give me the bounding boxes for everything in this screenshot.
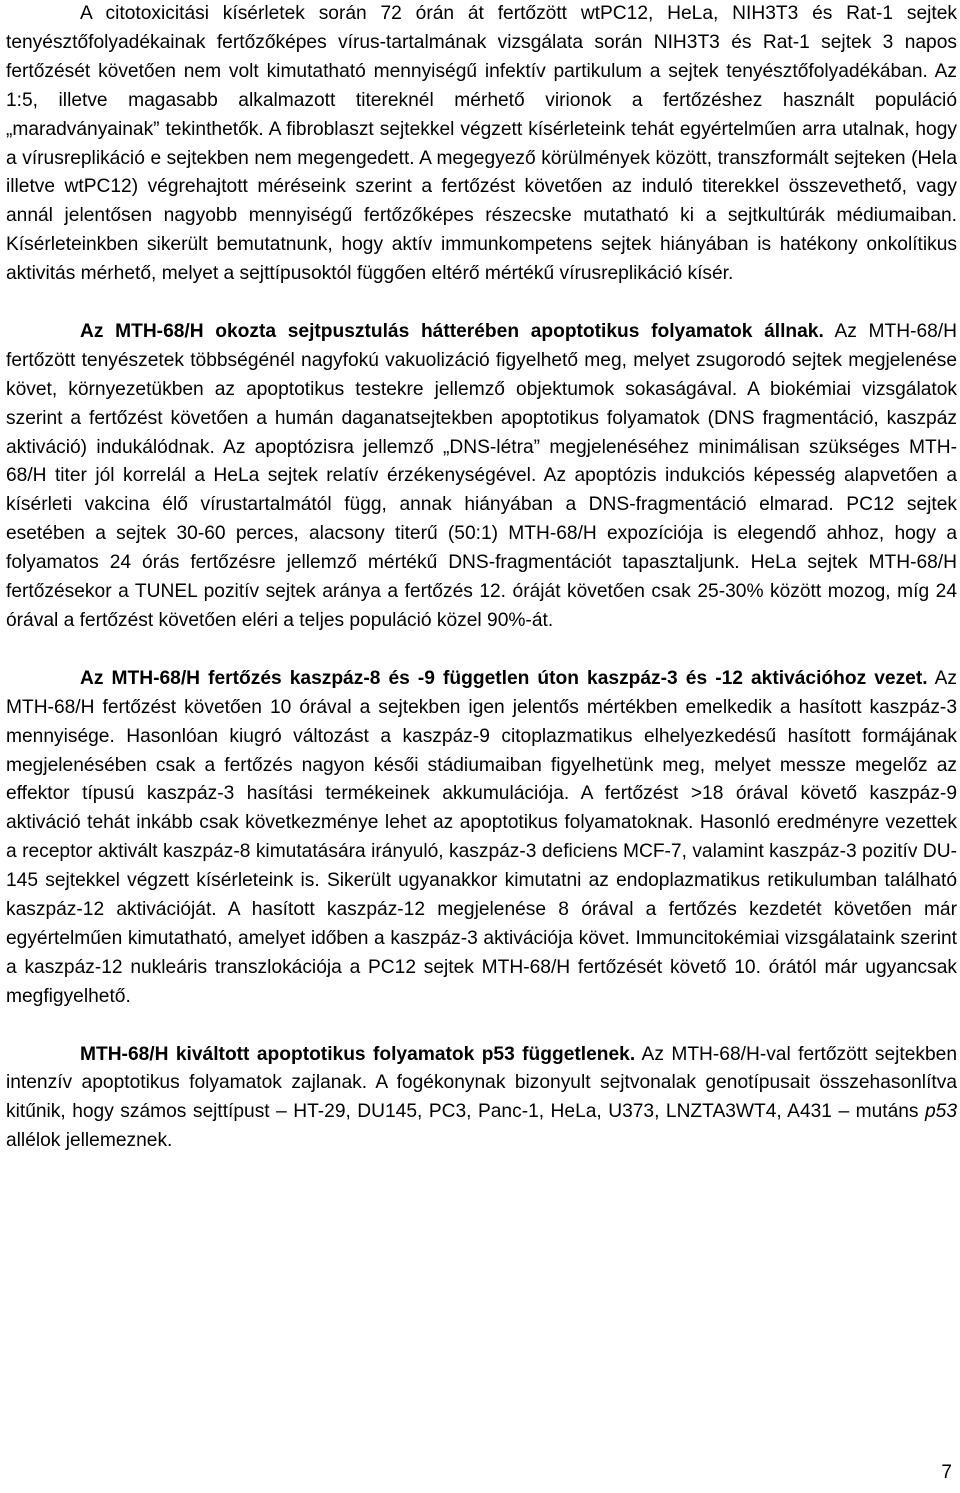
section-heading: MTH-68/H kiváltott apoptotikus folyamatok p53 függetlenek. xyxy=(80,1043,636,1065)
paragraph-cytotoxicity xyxy=(6,0,957,289)
gene-name-italic: p53 xyxy=(924,1101,957,1123)
paragraph-text: Az MTH-68/H fertőzést követően 10 órával a sejtekben igen jelentős mértékben emelkedik a hasított kaszpáz-3 mennyisége. Hasonlóan kiugró változást a kaszpáz-9 citoplazmatikus elhelyezkedésű hasított formájának megjelenésében csak a fertőzés nagyon késői stádiumaiban figyelhetünk meg, melyet messze megelőz az effektor típusú kaszpáz-3 hasítási termékeinek akkumulációja. A fertőzést >18 órával követő kaszpáz-9 aktiváció tehát inkább csak következménye lehet az apoptotikus folyamatoknak. Hasonló eredményre vezettek a receptor aktivált kaszpáz-8 kimutatására irányuló, kaszpáz-3 deficiens MCF-7, valamint kaszpáz-3 pozitív DU-145 sejtekkel végzett kísérleteink is. Sikerült ugyanakkor kimutatni az endoplazmatikus retikulumban található kaszpáz-12 aktivációját. A hasított kaszpáz-12 megjelenése 8 órával a fertőzés kezdetét követően már egyértelműen kimutatható, amelyet időben a kaszpáz-3 aktivációja követ. Immuncitokémiai vizsgálataink szerint a kaszpáz-12 nukleáris transzlokációja a PC12 sejtek MTH-68/H fertőzését követő 10. órától már ugyancsak megfigyelhető. xyxy=(6,667,957,1007)
paragraph-text: Az MTH-68/H fertőzött tenyészetek többségénél nagyfokú vakuolizáció figyelhető meg, melyet zsugorodó sejtek megjelenése követ, környezetükben az apoptotikus testekre jellemző objektumok sokaságával. A biokémiai vizsgálatok szerint a fertőzést követően a humán daganatsejtekben apoptotikus folyamatok (DNS fragmentáció, kaszpáz aktiváció) indukálódnak. Az apoptózisra jellemző „DNS-létra” megjelenéséhez minimálisan szükséges MTH-68/H titer jól korrelál a HeLa sejtek relatív érzékenységével. Az apoptózis indukciós képesség alapvetően a kísérleti vakcina élő vírustartalmától függ, annak hiányában a DNS-fragmentáció elmarad. PC12 sejtek esetében a sejtek 30-60 perces, alacsony titerű (50:1) MTH-68/H expozíciója is elegendő ahhoz, hogy a folyamatos 24 órás fertőzésre jellemző mértékű DNS-fragmentációt tapasztaljunk. HeLa sejtek MTH-68/H fertőzésekor a TUNEL pozitív sejtek aránya a fertőzés 12. óráját követően csak 25-30% között mozog, míg 24 órával a fertőzést követően eléri a teljes populáció közel 90%-át. xyxy=(6,320,957,632)
document-page xyxy=(6,0,957,1156)
paragraph-text: Az MTH-68/H-val fertőzött sejtekben intenzív apoptotikus folyamatok zajlanak. A fogékonynak bizonyult sejtvonalak genotípusait összehasonlítva kitűnik, hogy számos sejttípust – HT-29, DU145, PC3, Panc-1, HeLa, U373, LNZTA3WT4, A431 – mutáns xyxy=(6,1043,958,1123)
section-heading: Az MTH-68/H okozta sejtpusztulás hátterében apoptotikus folyamatok állnak. xyxy=(80,320,824,342)
section-heading: Az MTH-68/H fertőzés kaszpáz-8 és -9 független úton kaszpáz-3 és -12 aktivációhoz vezet. xyxy=(80,667,928,689)
paragraph-caspase xyxy=(6,665,957,1012)
paragraph-text-end: allélok jellemeznek. xyxy=(6,1130,173,1152)
page-number: 7 xyxy=(941,1462,952,1483)
paragraph-apoptosis xyxy=(6,318,957,636)
paragraph-p53 xyxy=(6,1041,957,1157)
paragraph-text: A citotoxicitási kísérletek során 72 órán át fertőzött wtPC12, HeLa, NIH3T3 és Rat-1 sejtek tenyésztőfolyadékainak fertőzőképes vírus-tartalmának vizsgálata során NIH3T3 és Rat-1 sejtek 3 napos fertőzését követően nem volt kimutatható mennyiségű infektív partikulum a sejtek tenyésztőfolyadékában. Az 1:5, illetve magasabb alkalmazott titereknél mérhető virionok a fertőzéshez használt populáció „maradványainak” tekinthetők. A fibroblaszt sejtekkel végzett kísérleteink tehát egyértelműen arra utalnak, hogy a vírusreplikáció e sejtekben nem megengedett. A megegyező körülmények között, transzformált sejteken (Hela illetve wtPC12) végrehajtott méréseink szerint a fertőzést követően az induló titerekkel összevethető, vagy annál jelentősen nagyobb mennyiségű fertőzőképes részecske mutatható ki a sejtkultúrák médiumaiban. Kísérleteinkben sikerült bemutatnunk, hogy aktív immunkompetens sejtek hiányában is hatékony onkolítikus aktivitás mérhető, melyet a sejttípusoktól függően eltérő mértékű vírusreplikáció kísér. xyxy=(6,3,957,285)
